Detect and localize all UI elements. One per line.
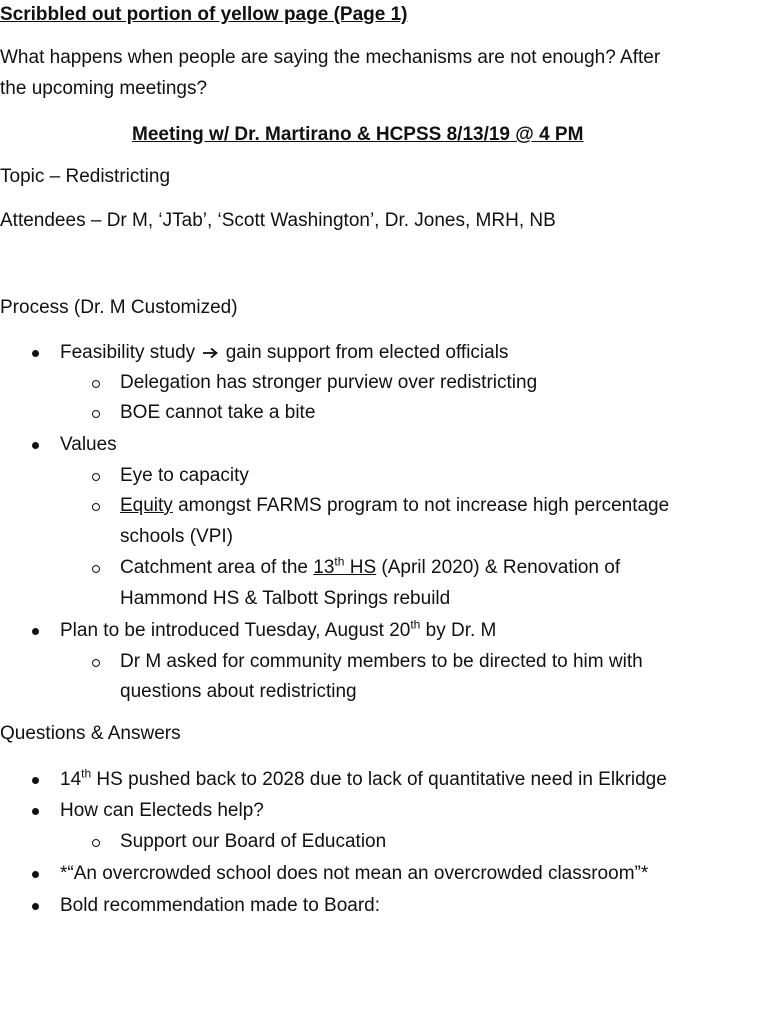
bullet-dot-icon [32, 808, 39, 815]
meeting-attendees: Attendees – Dr M, ‘JTab’, ‘Scott Washington’, Dr. Jones, MRH, NB [0, 210, 556, 231]
bullet-dot-icon [32, 628, 39, 635]
bullet-dot-icon [32, 442, 39, 449]
bullet-dot-icon [32, 350, 39, 357]
list-item-continuation: questions about redistricting [120, 681, 357, 702]
list-item: 14th HS pushed back to 2028 due to lack of quantitative need in Elkridge [60, 766, 667, 790]
list-item: Equity amongst FARMS program to not increase high percentage [120, 495, 670, 516]
list-item: Catchment area of the 13th HS (April 2020) & Renovation of [120, 554, 621, 578]
bullet-dot-icon [32, 871, 39, 878]
list-item: *“An overcrowded school does not mean an overcrowded classroom”* [60, 863, 649, 884]
bullet-dot-icon [32, 903, 39, 910]
bullet-dot-icon [32, 777, 39, 784]
process-heading: Process (Dr. M Customized) [0, 297, 238, 318]
hollow-circle-icon [92, 410, 100, 418]
list-item-continuation: Hammond HS & Talbott Springs rebuild [120, 588, 451, 609]
hollow-circle-icon [92, 839, 100, 847]
list-item-continuation: schools (VPI) [120, 526, 233, 547]
list-item: Delegation has stronger purview over redistricting [120, 372, 538, 393]
list-item: BOE cannot take a bite [120, 402, 316, 423]
page-title: Scribbled out portion of yellow page (Page 1) [0, 4, 408, 25]
intro-line-1: What happens when people are saying the mechanisms are not enough? After [0, 47, 661, 68]
list-item: How can Electeds help? [60, 800, 264, 821]
hollow-circle-icon [92, 503, 100, 511]
list-item: Bold recommendation made to Board: [60, 895, 381, 916]
intro-line-2: the upcoming meetings? [0, 78, 208, 99]
hollow-circle-icon [92, 659, 100, 667]
meeting-heading: Meeting w/ Dr. Martirano & HCPSS 8/13/19 @ 4 PM [132, 124, 584, 145]
meeting-topic: Topic – Redistricting [0, 166, 171, 187]
hollow-circle-icon [92, 473, 100, 481]
qa-heading: Questions & Answers [0, 723, 181, 744]
right-arrow-icon [202, 347, 218, 359]
list-item: Plan to be introduced Tuesday, August 20th by Dr. M [60, 617, 497, 641]
list-item: Values [60, 434, 117, 455]
list-item: Feasibility study gain support from elected officials [60, 342, 509, 363]
hollow-circle-icon [92, 565, 100, 573]
list-item: Support our Board of Education [120, 831, 387, 852]
hollow-circle-icon [92, 380, 100, 388]
list-item: Eye to capacity [120, 465, 249, 486]
list-item: Dr M asked for community members to be directed to him with [120, 651, 643, 672]
